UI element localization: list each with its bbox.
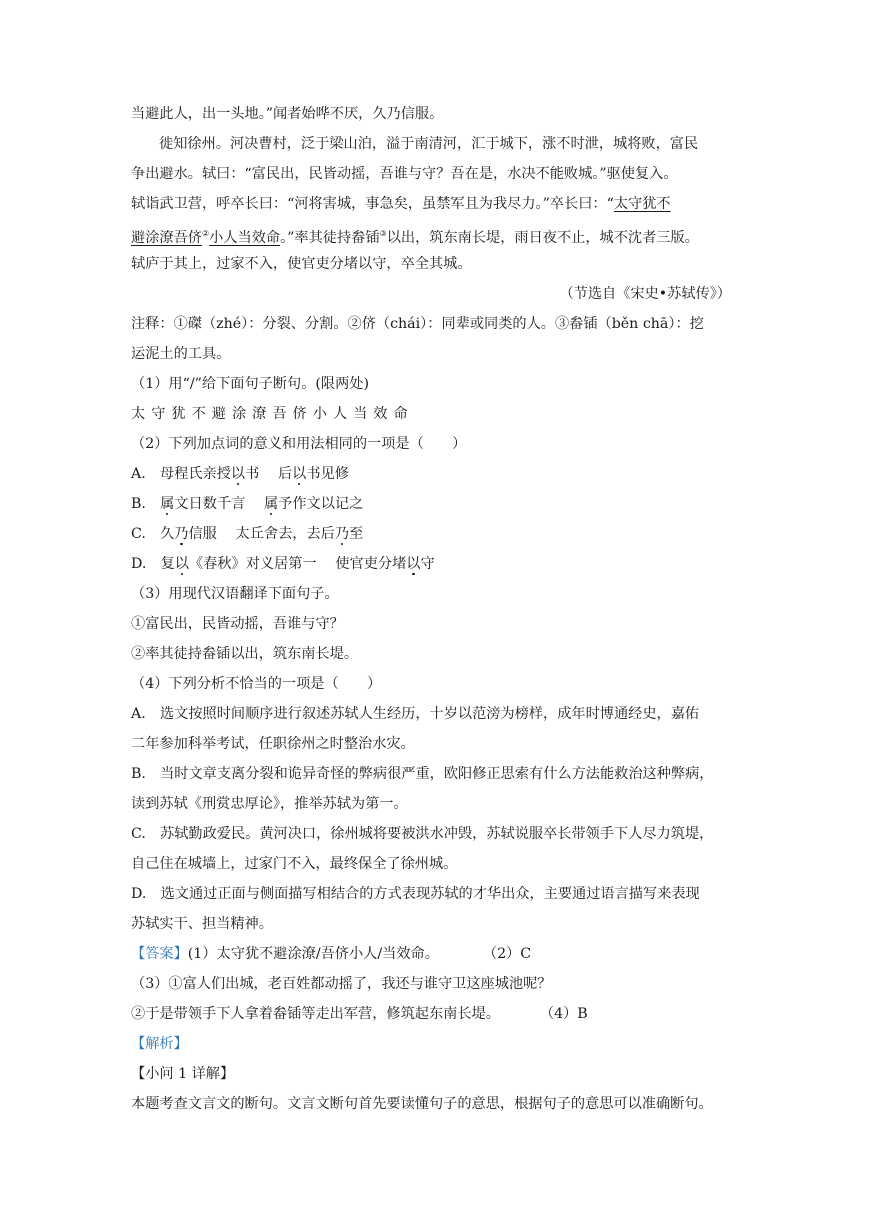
answer-4: （4）B — [539, 1006, 588, 1022]
passage-text: 轼诣武卫营，呼卒长曰：“河将害城，事急矣，虽禁军且为我尽力。”卒长曰：“ — [131, 196, 614, 212]
dotted-word: 以 — [406, 556, 421, 572]
q2-option-d: D. 复以《春秋》对义居第一 使官吏分堵以守 — [131, 556, 435, 572]
answer-3: （3）①富人们出城，老百姓都动摇了，我还与谁守卫这座城池呢？ — [131, 976, 552, 992]
q3-sentence-2: ②率其徒持畚锸以出，筑东南长堤。 — [131, 646, 359, 662]
q2-prompt: （2）下列加点词的意义和用法相同的一项是（ ） — [131, 436, 467, 452]
answer-2: （2）C — [482, 946, 532, 962]
dotted-word: 属 — [160, 496, 175, 512]
passage-source: （节选自《宋史•苏轼传》） — [559, 286, 731, 302]
q1-sentence: 太守犹不避涂潦吾侪小人当效命 — [131, 406, 414, 422]
q4-option-d: D. 选文通过正面与侧面描写相结合的方式表现苏轼的才华出众，主要通过语言描写来表现 — [131, 886, 700, 902]
passage-line — [131, 193, 741, 215]
passage-line: 徙知徐州。河决曹村，泛于梁山泊，溢于南清河，汇于城下，涨不时泄，城将败，富民 — [159, 136, 699, 152]
underlined-text: 小人当效命 — [209, 230, 281, 246]
notes-line: 运泥土的工具。 — [131, 346, 231, 362]
passage-line: 争出避水。轼曰：“富民出，民皆动摇，吾谁与守？吾在是，水决不能败城。”驱使复入。 — [131, 166, 678, 182]
analysis-text: 本题考查文言文的断句。文言文断句首先要读懂句子的意思，根据句子的意思可以准确断句。 — [131, 1096, 713, 1112]
note-marker: ③ — [379, 229, 387, 238]
answer-tag: 【答案】 — [131, 946, 188, 962]
dotted-word: 乃 — [334, 526, 350, 542]
dotted-word: 乃 — [174, 526, 189, 542]
q2-option-b: B. 属文日数千言 属予作文以记之 — [131, 496, 364, 512]
notes-line: 注释：①磔（zhé）：分裂、分割。②侪（chái）：同辈或同类的人。③畚锸（běn chā）：挖 — [131, 316, 704, 332]
q4-option-b-cont: 读到苏轼《刑赏忠厚论》，推举苏轼为第一。 — [131, 796, 408, 812]
q4-option-c: C. 苏轼勤政爱民。黄河决口，徐州城将要被洪水冲毁，苏轼说服卒长带领手下人尽力筑堤， — [131, 826, 714, 842]
underlined-text: 避涂潦吾侪 — [131, 230, 202, 246]
q4-option-a-cont: 二年参加科举考试，任职徐州之时整治水灾。 — [131, 736, 415, 752]
answer-3-cont: ②于是带领手下人拿着畚锸等走出军营，修筑起东南长堤。 — [131, 1006, 500, 1022]
q4-prompt: （4）下列分析不恰当的一项是（ ） — [131, 676, 382, 692]
dotted-word: 以 — [174, 556, 189, 572]
passage-line — [131, 223, 741, 249]
q4-option-c-cont: 自己住在城墙上，过家门不入，最终保全了徐州城。 — [131, 856, 458, 872]
underlined-text: 太守犹不 — [613, 196, 671, 212]
q3-prompt: （3）用现代汉语翻译下面句子。 — [131, 586, 339, 602]
q2-option-a: A. 母程氏亲授以书 后以书见修 — [131, 466, 349, 482]
dotted-word: 属 — [263, 496, 279, 512]
q2-option-c: C. 久乃信服 太丘舍去，去后乃至 — [131, 526, 364, 542]
dotted-word: 以 — [292, 466, 307, 482]
q4-option-d-cont: 苏轼实干、担当精神。 — [131, 916, 273, 932]
q4-option-a: A. 选文按照时间顺序进行叙述苏轼人生经历，十岁以范滂为榜样，成年时博通经史，嘉佑 — [131, 706, 700, 722]
dotted-word: 以 — [230, 466, 246, 482]
passage-line: 当避此人，出一头地。”闻者始哗不厌，久乃信服。 — [131, 106, 444, 122]
note-marker: ② — [201, 229, 210, 238]
passage-line: 轼庐于其上，过家不入，使官吏分堵以守，卒全其城。 — [131, 256, 472, 272]
passage-text: 。”率其徒持畚锸 — [280, 230, 380, 246]
answer-line — [131, 1003, 741, 1025]
q3-sentence-1: ①富民出，民皆动摇，吾谁与守？ — [131, 616, 344, 632]
passage-text: 以出，筑东南长堤，雨日夜不止，城不沈者三版。 — [386, 230, 699, 246]
q4-option-b: B. 当时文章支离分裂和诡异奇怪的弊病很严重，欧阳修正思索有什么方法能救治这种弊病， — [131, 766, 714, 782]
q1-prompt: （1）用“/”给下面句子断句。(限两处) — [131, 376, 370, 392]
answer-1: (1）太守犹不避涂潦/吾侪小人/当效命。 — [187, 946, 439, 962]
answer-line — [131, 943, 741, 965]
analysis-subheading: 【小问 1 详解】 — [131, 1066, 235, 1082]
analysis-tag: 【解析】 — [131, 1036, 188, 1052]
